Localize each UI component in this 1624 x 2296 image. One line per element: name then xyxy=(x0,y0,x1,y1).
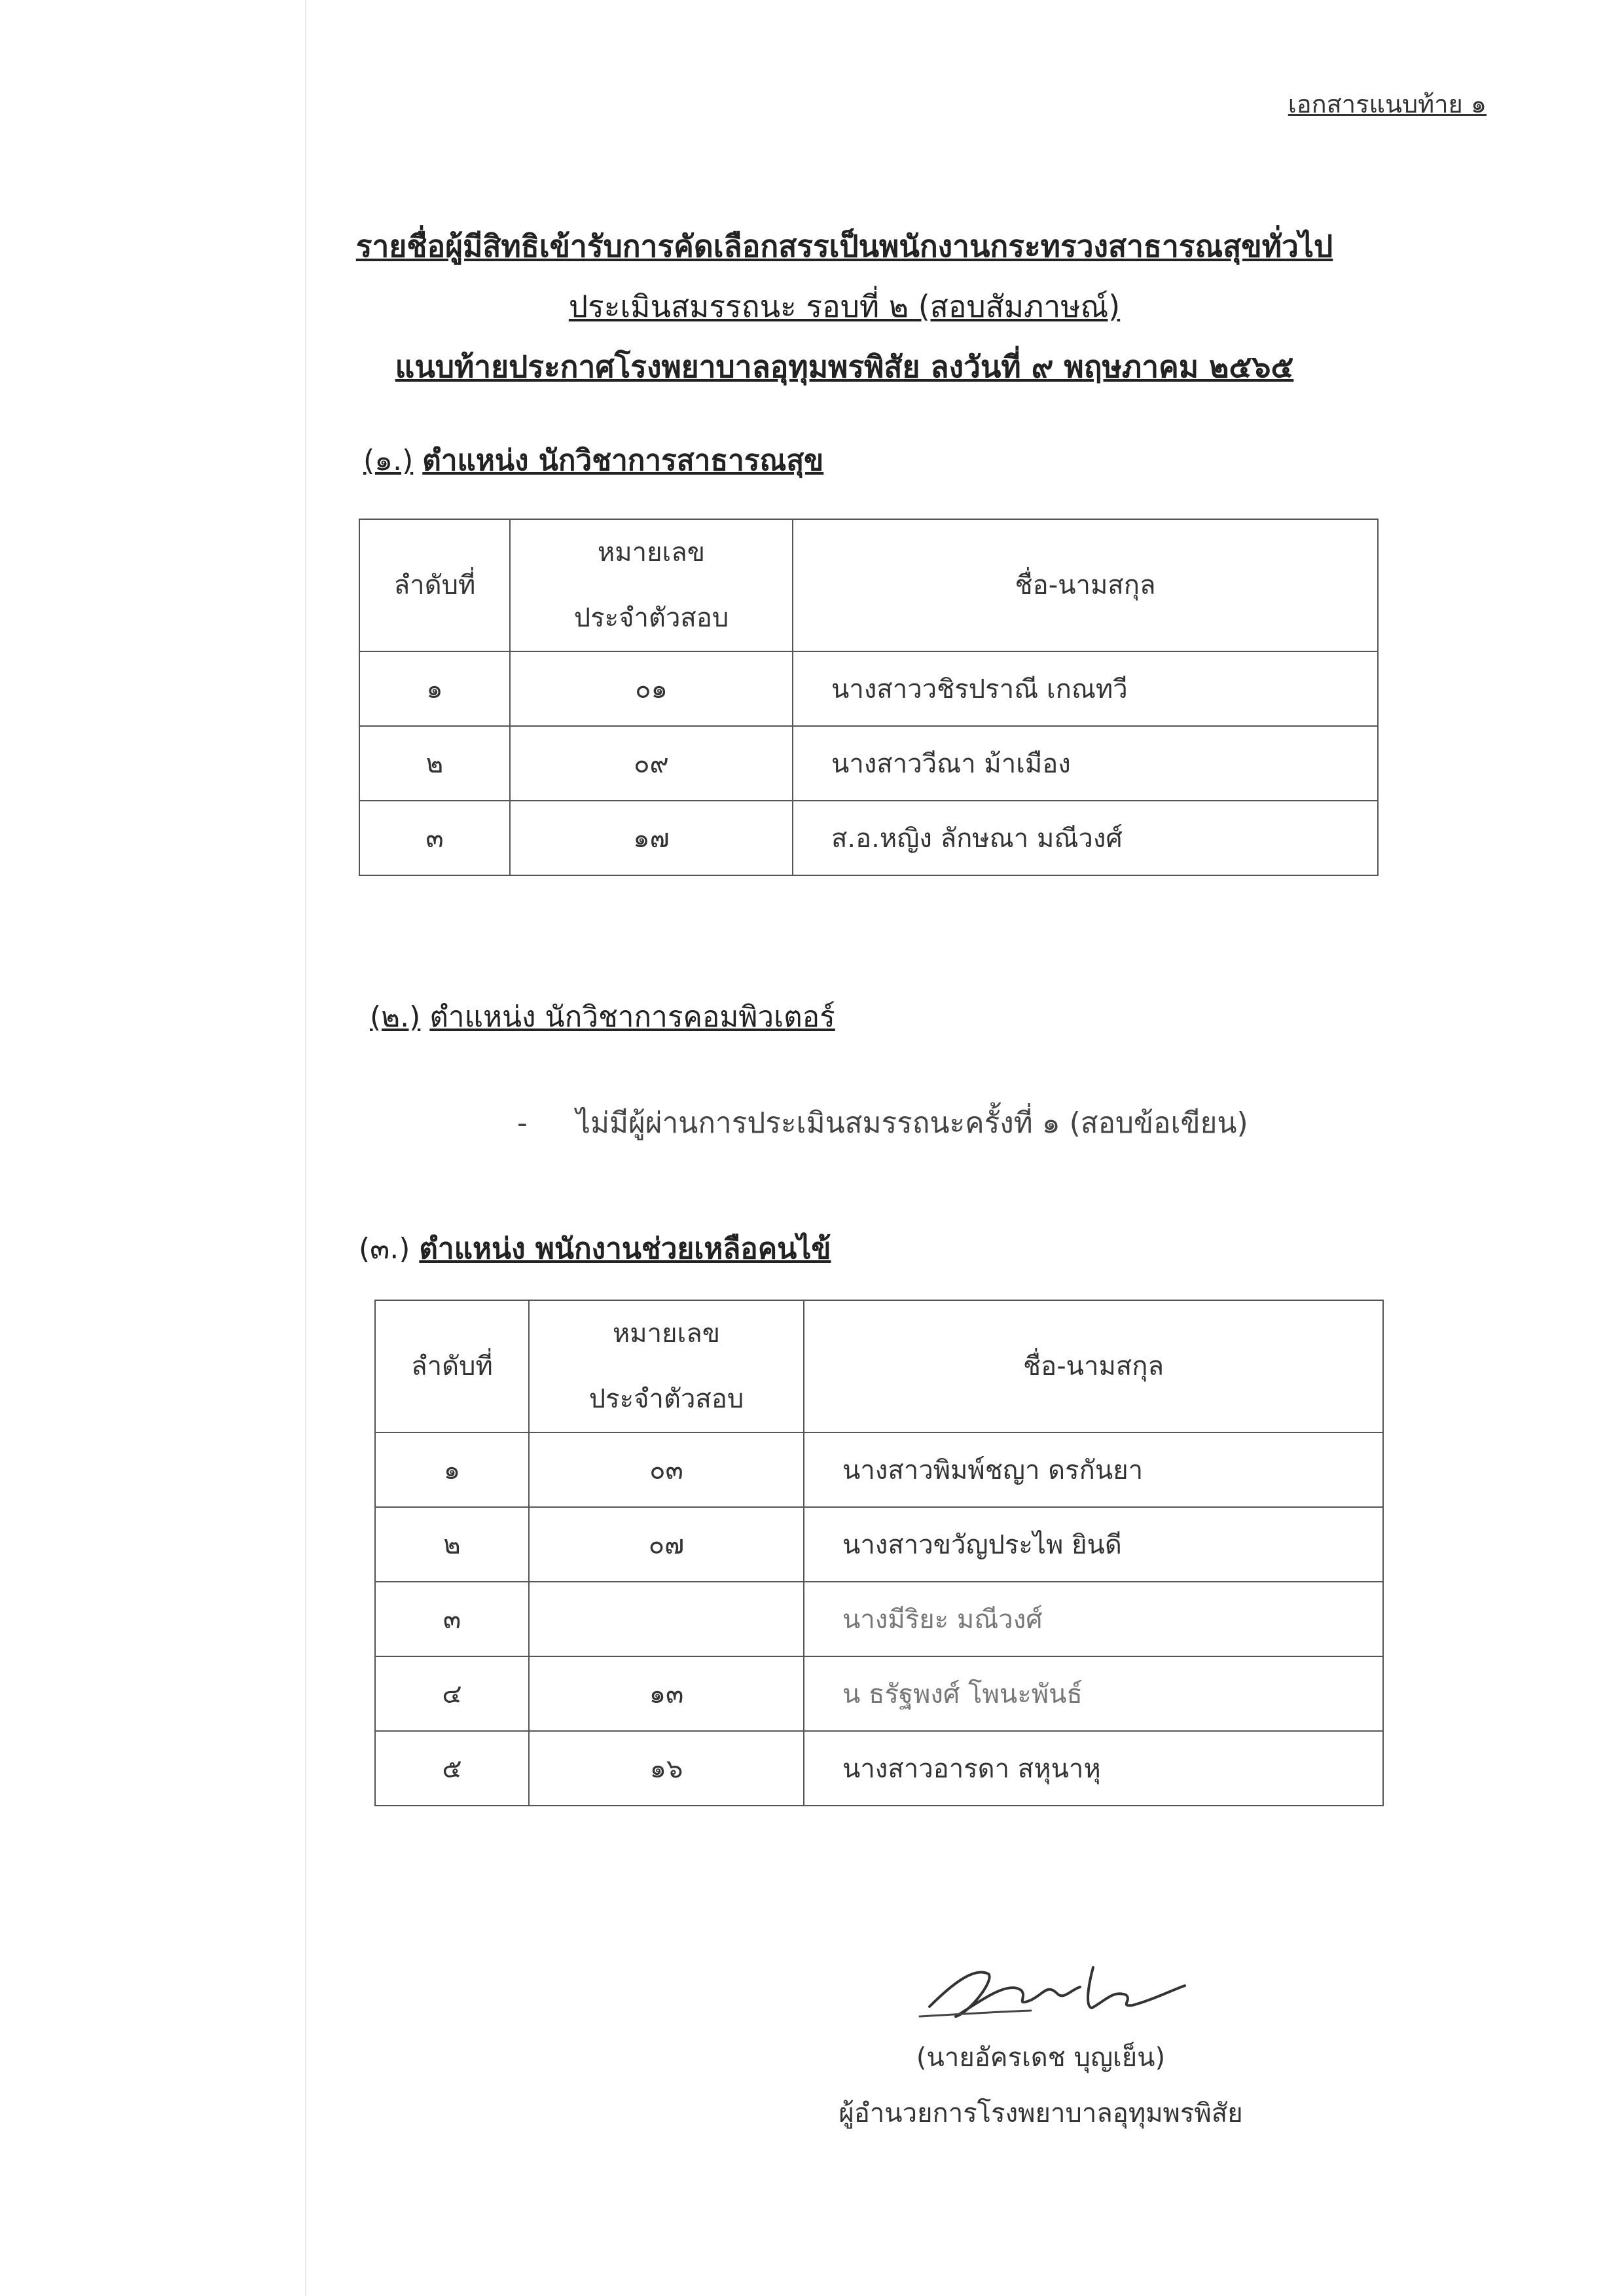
header-exam-id-line-2: ประจำตัวสอบ xyxy=(588,1384,744,1414)
cell-order: ๕ xyxy=(375,1731,529,1806)
cell-name: นางสาวพิมพ์ชญา ดรกันยา xyxy=(804,1432,1383,1507)
cell-name: นางสาวขวัญประไพ ยินดี xyxy=(804,1507,1383,1582)
section-1-heading xyxy=(363,437,823,483)
document-title xyxy=(249,216,1440,397)
title-line-1: รายชื่อผู้มีสิทธิเข้ารับการคัดเลือกสรรเป็นพนักงานกระทรวงสาธารณสุขทั่วไป xyxy=(355,228,1333,264)
cell-order: ๒ xyxy=(359,726,510,801)
handwritten-signature xyxy=(916,1954,1191,2026)
header-exam-id-line-1: หมายเลข xyxy=(597,538,706,568)
cell-order: ๒ xyxy=(375,1507,529,1582)
section-3-heading xyxy=(359,1226,831,1271)
cell-name: นางสาววชิรปราณี เกณทวี xyxy=(793,651,1378,726)
section-2-title: ตำแหน่ง นักวิชาการคอมพิวเตอร์ xyxy=(429,1000,835,1034)
table-row xyxy=(375,1432,1383,1507)
header-exam-id-line-1: หมายเลข xyxy=(612,1319,721,1349)
header-order: ลำดับที่ xyxy=(359,519,510,651)
section-1-number: (๑.) xyxy=(363,444,414,477)
section-3-title: ตำแหน่ง พนักงานช่วยเหลือคนไข้ xyxy=(419,1232,831,1266)
cell-name: ส.อ.หญิง ลักษณา มณีวงศ์ xyxy=(793,801,1378,875)
signatory-name: (นายอัครเดช บุญเย็น) xyxy=(916,2043,1166,2073)
cell-name: นางสาวอารดา สหุนาหุ xyxy=(804,1731,1383,1806)
table-header-row xyxy=(359,519,1378,651)
cell-exam-id: ๑๓ xyxy=(529,1656,804,1731)
header-exam-id xyxy=(529,1300,804,1432)
table-header-row xyxy=(375,1300,1383,1432)
cell-exam-id: ๐๓ xyxy=(529,1432,804,1507)
section-2-heading xyxy=(370,994,835,1040)
signatory-title: ผู้อำนวยการโรงพยาบาลอุทุมพรพิสัย xyxy=(839,2098,1243,2128)
cell-order: ๓ xyxy=(359,801,510,875)
cell-name: นางมีริยะ มณีวงศ์ xyxy=(804,1582,1383,1656)
table-row xyxy=(375,1656,1383,1731)
section-3-number: (๓.) xyxy=(359,1232,410,1266)
cell-name: น ธรัฐพงศ์ โพนะพันธ์ xyxy=(804,1656,1383,1731)
cell-order: ๓ xyxy=(375,1582,529,1656)
section-2-number: (๒.) xyxy=(370,1000,421,1034)
annex-label: เอกสารแนบท้าย ๑ xyxy=(1288,90,1487,118)
table-row xyxy=(375,1731,1383,1806)
cell-name: นางสาววีณา ม้าเมือง xyxy=(793,726,1378,801)
cell-exam-id xyxy=(529,1582,804,1656)
title-line-3: แนบท้ายประกาศโรงพยาบาลอุทุมพรพิสัย ลงวันที่ ๙ พฤษภาคม ๒๕๖๕ xyxy=(395,349,1294,384)
cell-exam-id: ๐๗ xyxy=(529,1507,804,1582)
note-text: ไม่มีผู้ผ่านการประเมินสมรรถนะครั้งที่ ๑ (สอบข้อเขียน) xyxy=(575,1106,1248,1140)
cell-exam-id: ๑๖ xyxy=(529,1731,804,1806)
note-dash: - xyxy=(517,1106,528,1140)
header-order: ลำดับที่ xyxy=(375,1300,529,1432)
header-exam-id-line-2: ประจำตัวสอบ xyxy=(573,603,729,633)
section-1-title: ตำแหน่ง นักวิชาการสาธารณสุข xyxy=(422,444,824,477)
cell-exam-id: ๑๗ xyxy=(510,801,793,875)
table-row xyxy=(375,1582,1383,1656)
table-row xyxy=(359,801,1378,875)
cell-order: ๑ xyxy=(375,1432,529,1507)
cell-exam-id: ๐๙ xyxy=(510,726,793,801)
table-row xyxy=(359,726,1378,801)
cell-order: ๑ xyxy=(359,651,510,726)
table-row xyxy=(375,1507,1383,1582)
section-2-note xyxy=(517,1100,1248,1146)
section-1-table xyxy=(359,519,1379,876)
title-line-2: ประเมินสมรรถนะ รอบที่ ๒ (สอบสัมภาษณ์) xyxy=(568,289,1121,324)
table-row xyxy=(359,651,1378,726)
cell-order: ๔ xyxy=(375,1656,529,1731)
header-name: ชื่อ-นามสกุล xyxy=(804,1300,1383,1432)
section-3-table xyxy=(374,1300,1384,1806)
header-exam-id xyxy=(510,519,793,651)
cell-exam-id: ๐๑ xyxy=(510,651,793,726)
header-name: ชื่อ-นามสกุล xyxy=(793,519,1378,651)
